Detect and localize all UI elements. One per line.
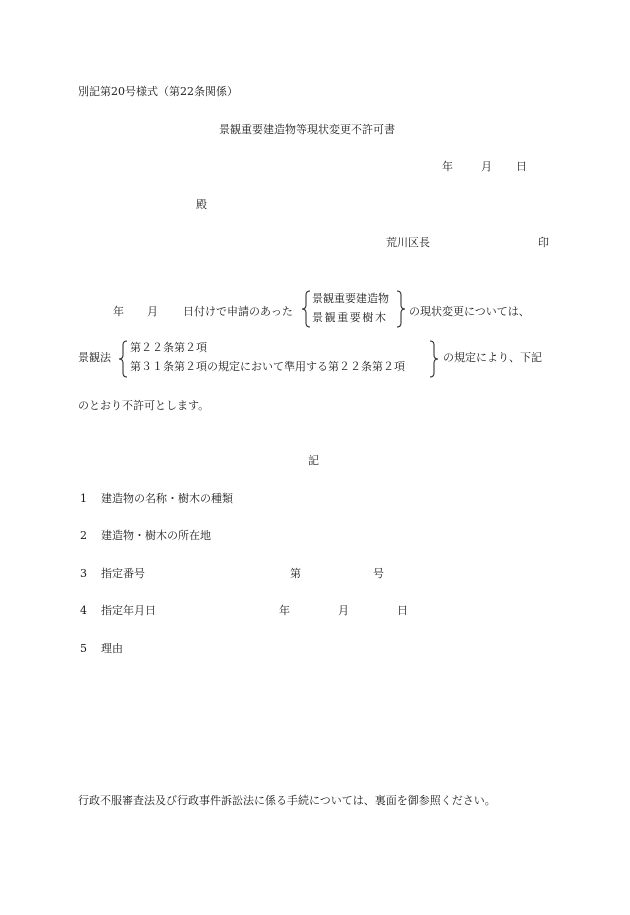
- law-name: 景観法: [78, 351, 111, 364]
- item-label-5: 理由: [101, 642, 123, 655]
- item-3-go: 号: [373, 567, 384, 580]
- item-3-dai: 第: [290, 567, 301, 580]
- date-day: 日: [516, 160, 527, 173]
- footer-note: 行政不服審査法及び行政事件訴訟法に係る手続については、裏面を御参照ください。: [78, 794, 496, 807]
- addressee-suffix: 殿: [196, 198, 207, 211]
- item-label-3: 指定番号: [101, 567, 145, 580]
- date-month: 月: [481, 160, 492, 173]
- left-brace-articles: [118, 340, 128, 378]
- body-month: 月: [147, 305, 158, 318]
- change-clause: の現状変更については、: [409, 305, 530, 318]
- item-number-3: 3: [80, 567, 87, 580]
- article-primary: 第２２条第２項: [130, 341, 207, 354]
- item-number-5: 5: [80, 642, 87, 655]
- item-number-4: 4: [80, 604, 87, 617]
- item-4-month: 月: [338, 604, 349, 617]
- date-year: 年: [442, 160, 453, 173]
- document-title: 景観重要建造物等現状変更不許可書: [219, 123, 395, 136]
- rule-clause: の規定により、下記: [443, 351, 542, 364]
- right-brace-objects: [396, 290, 406, 328]
- issuer-seal: 印: [538, 236, 549, 249]
- issuer-name: 荒川区長: [386, 236, 430, 249]
- body-dated-request: 日付けで申請のあった: [183, 305, 293, 318]
- object-building: 景観重要建造物: [312, 292, 389, 305]
- ki-heading: 記: [308, 454, 319, 467]
- item-number-2: 2: [80, 529, 87, 542]
- left-brace-objects: [301, 290, 311, 328]
- body-year: 年: [113, 305, 124, 318]
- item-label-1: 建造物の名称・樹木の種類: [101, 492, 233, 505]
- form-label: 別記第20号様式（第22条関係）: [78, 85, 238, 98]
- item-4-day: 日: [397, 604, 408, 617]
- right-brace-articles: [429, 340, 439, 378]
- conclusion: のとおり不許可とします。: [78, 399, 210, 412]
- item-4-year: 年: [279, 604, 290, 617]
- item-number-1: 1: [80, 492, 87, 505]
- article-applied: 第３１条第２項の規定において準用する第２２条第２項: [130, 360, 405, 373]
- item-label-2: 建造物・樹木の所在地: [101, 529, 211, 542]
- object-tree: 景観重要樹木: [312, 311, 388, 324]
- item-label-4: 指定年月日: [101, 604, 156, 617]
